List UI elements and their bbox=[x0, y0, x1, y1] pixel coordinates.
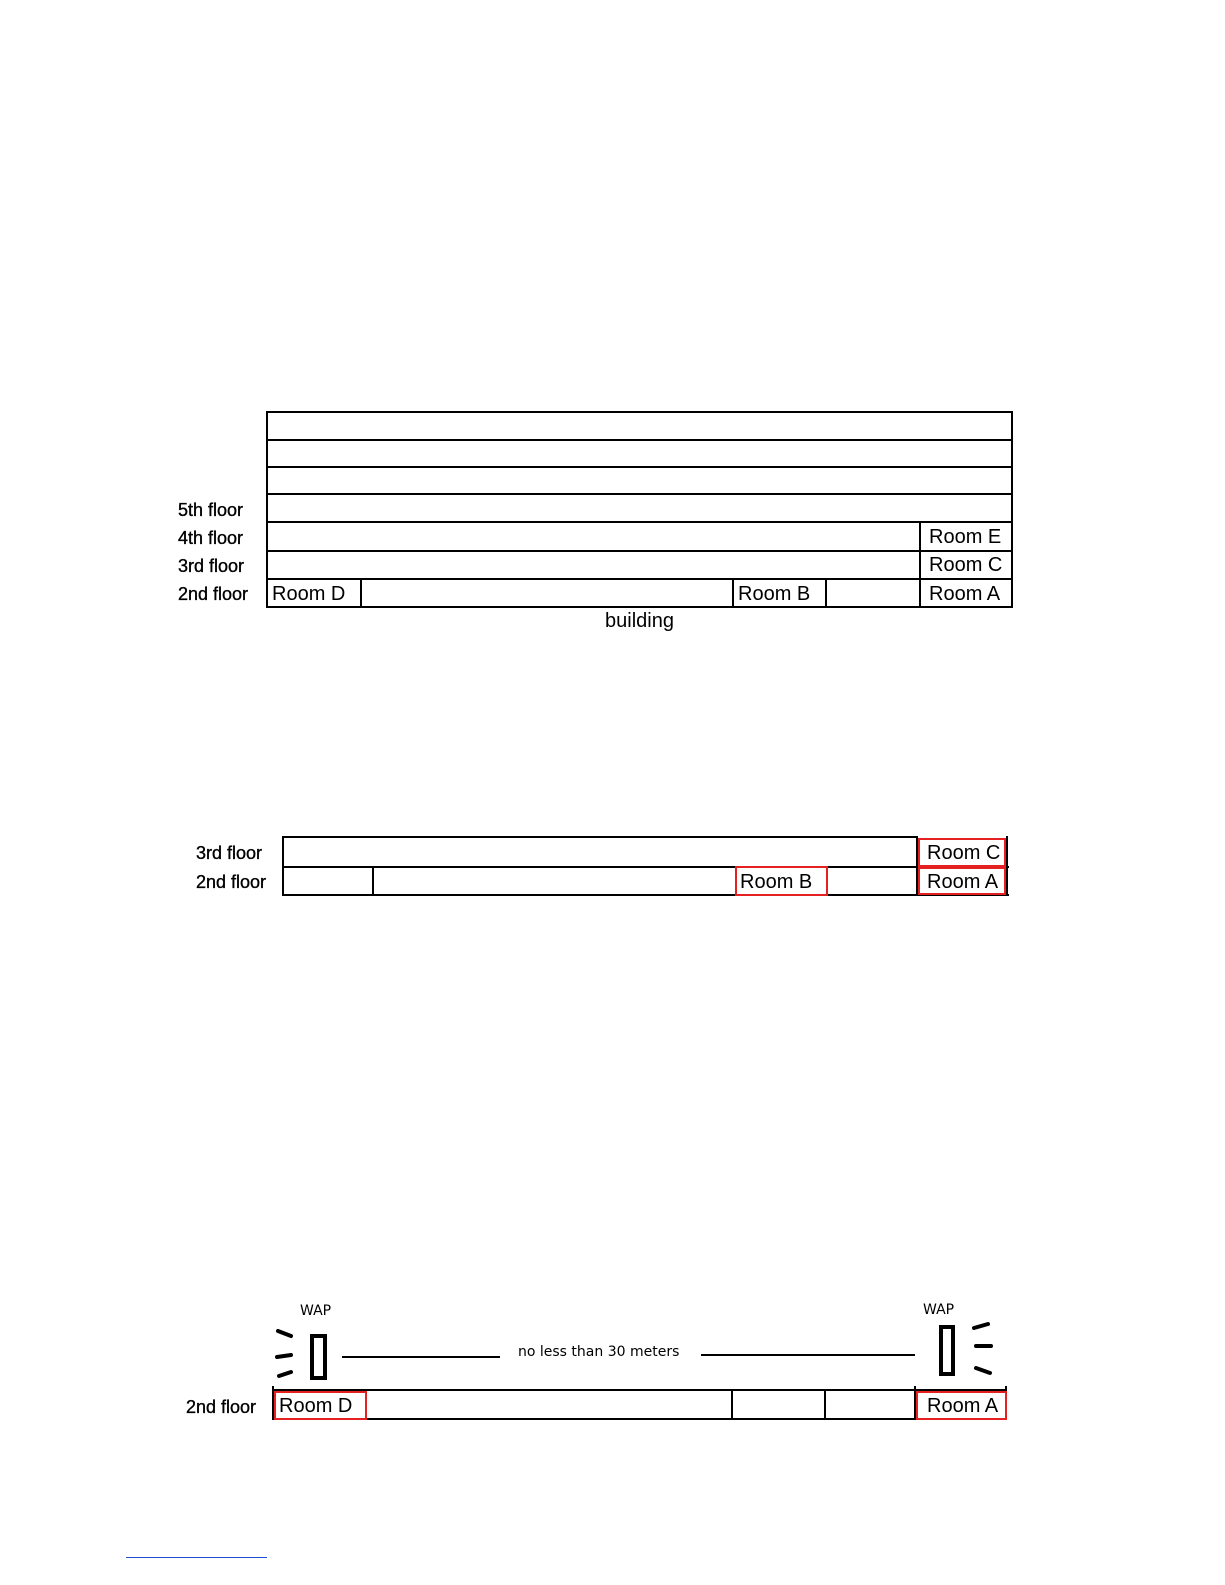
room-c-label: Room C bbox=[929, 554, 1003, 576]
distance-line-left bbox=[342, 1356, 500, 1358]
wap-right-label: WAP bbox=[923, 1302, 955, 1318]
wap-right-device bbox=[939, 1325, 955, 1376]
floor-divider bbox=[266, 439, 1013, 441]
wap-left-signal-icon bbox=[277, 1331, 291, 1376]
room-a-label: Room A bbox=[927, 871, 999, 893]
floor-label-3rd: 3rd floor bbox=[178, 556, 245, 576]
floor-label-3rd: 3rd floor bbox=[196, 843, 263, 863]
signal-stroke bbox=[277, 1355, 291, 1357]
right-wall bbox=[1006, 836, 1008, 896]
room-b-label: Room B bbox=[740, 871, 813, 893]
floor-divider bbox=[266, 493, 1013, 495]
wap-right-signal-icon bbox=[974, 1324, 991, 1373]
floor-divider bbox=[266, 578, 1013, 580]
signal-stroke bbox=[278, 1331, 291, 1336]
floor-divider bbox=[266, 466, 1013, 468]
signal-stroke bbox=[279, 1372, 291, 1376]
wap-left-device bbox=[310, 1334, 327, 1380]
room-d-label: Room D bbox=[279, 1395, 353, 1417]
footer-link-underline[interactable] bbox=[126, 1557, 267, 1558]
floor-divider bbox=[266, 521, 1013, 523]
room-c-label: Room C bbox=[927, 842, 1001, 864]
signal-stroke bbox=[976, 1368, 990, 1373]
floor-top bbox=[272, 1389, 1007, 1391]
floor-base bbox=[282, 894, 1009, 896]
room-a-label: Room A bbox=[929, 583, 1001, 605]
room-e-label: Room E bbox=[929, 526, 1002, 548]
floor-label-2nd: 2nd floor bbox=[196, 872, 267, 892]
floor-label-5th: 5th floor bbox=[178, 500, 244, 520]
floor-divider bbox=[282, 866, 1009, 868]
room-b-label: Room B bbox=[738, 583, 811, 605]
distance-line-right bbox=[701, 1354, 915, 1356]
floor-top bbox=[282, 836, 918, 838]
distance-label: no less than 30 meters bbox=[518, 1344, 680, 1360]
floor-label-4th: 4th floor bbox=[178, 528, 244, 548]
floor-base bbox=[272, 1418, 1007, 1420]
room-partition bbox=[372, 866, 374, 896]
building-caption: building bbox=[605, 610, 674, 632]
floor-label-2nd: 2nd floor bbox=[186, 1397, 257, 1417]
middle-room-box bbox=[731, 1389, 826, 1420]
room-a-label: Room A bbox=[927, 1395, 999, 1417]
wap-left-label: WAP bbox=[300, 1303, 332, 1319]
signal-stroke bbox=[974, 1324, 988, 1328]
floor-label-2nd: 2nd floor bbox=[178, 584, 249, 604]
room-d-label: Room D bbox=[272, 583, 346, 605]
floor-divider bbox=[266, 550, 1013, 552]
